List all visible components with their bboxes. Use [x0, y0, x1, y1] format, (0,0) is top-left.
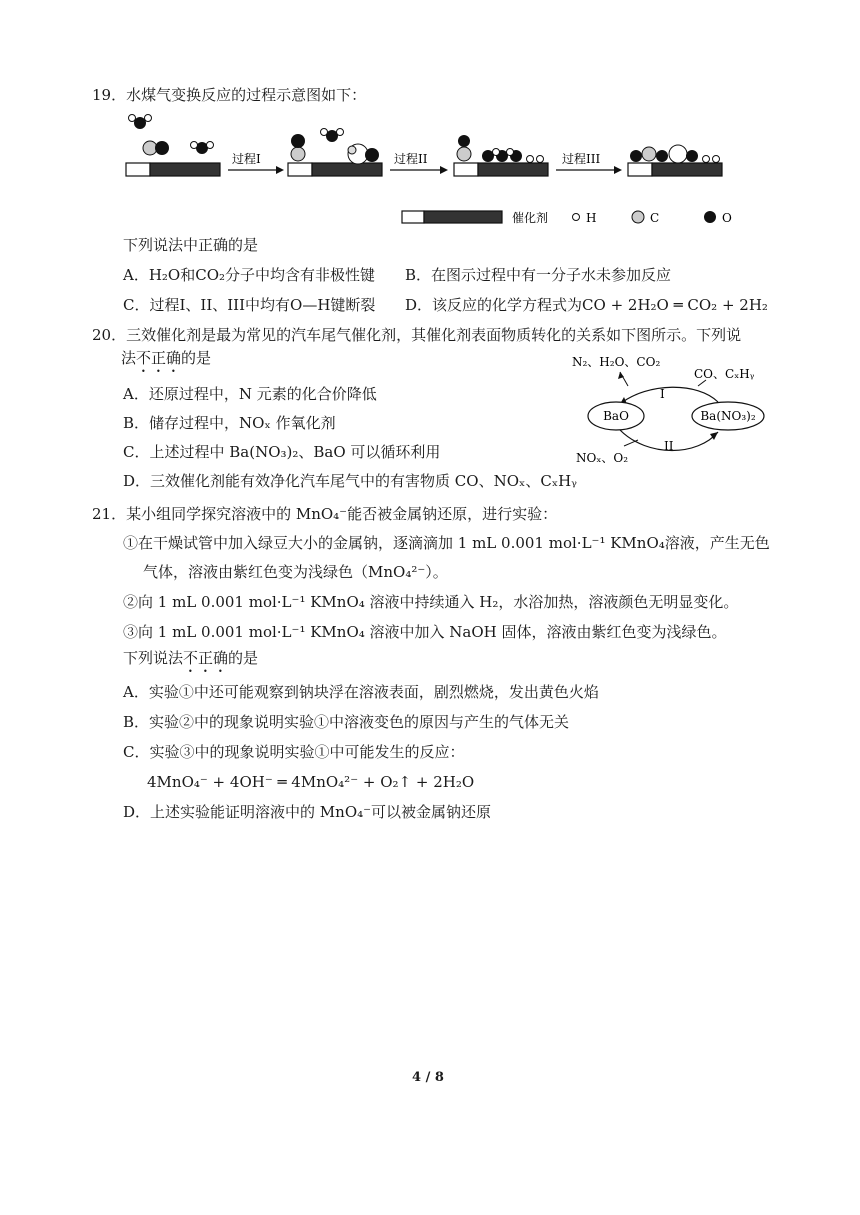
water-molecule-icon: [129, 115, 152, 130]
q21-option-a: A．实验①中还可能观察到钠块浮在溶液表面，剧烈燃烧，发出黄色火焰: [123, 683, 599, 701]
page-number: 4 / 8: [412, 1070, 444, 1085]
step2-label: 过程II: [394, 152, 428, 166]
q19-option-c: C．过程I、II、III中均有O—H键断裂: [123, 296, 376, 314]
q20-option-a: A．还原过程中，N 元素的化合价降低: [123, 385, 377, 403]
q20-option-d: D．三效催化剂能有效净化汽车尾气中的有害物质 CO、NOₓ、CₓHᵧ: [123, 472, 577, 490]
catalyst-surface-stage2: [454, 163, 548, 176]
q21-option-c-equation: 4MnO₄⁻ + 4OH⁻ ═ 4MnO₄²⁻ + O₂↑ + 2H₂O: [147, 773, 475, 791]
q19-option-d: D．该反应的化学方程式为CO + 2H₂O ═ CO₂ + 2H₂: [405, 296, 768, 314]
legend-h: H: [586, 211, 597, 225]
q21-option-d: D．上述实验能证明溶液中的 MnO₄⁻可以被金属钠还原: [123, 803, 492, 821]
diagram-reactants-bottom: NOₓ、O₂: [576, 451, 629, 465]
arc-label-bottom: II: [664, 439, 674, 453]
q19-stem: 19．水煤气变换反应的过程示意图如下：: [92, 86, 367, 104]
legend-c: C: [650, 211, 660, 225]
step1-label: 过程I: [232, 152, 261, 166]
right-node-label: Ba(NO₃)₂: [700, 409, 756, 423]
catalyst-legend-icon: [402, 211, 502, 223]
q21-exp1-line2: 气体，溶液由紫红色变为浅绿色（MnO₄²⁻）。: [143, 563, 448, 581]
left-node-label: BaO: [603, 409, 629, 423]
q21-stem: 21．某小组同学探究溶液中的 MnO₄⁻能否被金属钠还原，进行实验：: [92, 505, 558, 523]
q19-option-b: B．在图示过程中有一分子水未参加反应: [405, 266, 672, 284]
q21-exp3: ③向 1 mL 0.001 mol·L⁻¹ KMnO₄ 溶液中加入 NaOH 固体，溶液由紫红色变为浅绿色。: [123, 623, 727, 641]
catalyst-surface-stage1: [288, 163, 382, 176]
legend-o: O: [722, 211, 732, 225]
water-molecule-icon: [191, 142, 214, 155]
diagram-products: N₂、H₂O、CO₂: [572, 355, 661, 369]
co-molecule-icon: [143, 141, 169, 155]
q19-process-diagram: [120, 108, 760, 238]
diagram-reactants-top: CO、CₓHᵧ: [694, 367, 755, 381]
q20-option-b: B．储存过程中，NOₓ 作氧化剂: [123, 414, 336, 432]
carbon-atom-icon: [632, 211, 644, 223]
oxygen-atom-icon: [704, 211, 716, 223]
q21-option-b: B．实验②中的现象说明实验①中溶液变色的原因与产生的气体无关: [123, 713, 570, 731]
arc-label-top: I: [660, 387, 665, 401]
q21-exp1-line1: ①在干燥试管中加入绿豆大小的金属钠，逐滴滴加 1 mL 0.001 mol·L⁻¹ KMnO₄溶液，产生无色: [123, 534, 770, 552]
legend-catalyst: 催化剂: [512, 211, 549, 225]
q20-stem: 20．三效催化剂是最为常见的汽车尾气催化剂，其催化剂表面物质转化的关系如下图所示。下列说: [92, 326, 742, 344]
q21-exp2: ②向 1 mL 0.001 mol·L⁻¹ KMnO₄ 溶液中持续通入 H₂，水浴加热，溶液颜色无明显变化。: [123, 593, 739, 611]
q21-option-c: C．实验③中的现象说明实验①中可能发生的反应：: [123, 743, 465, 761]
step3-label: 过程III: [562, 152, 601, 166]
emphasis-not-correct: 不正确: [183, 649, 229, 667]
q20-stem-cont: 法不正确的是: [121, 349, 212, 367]
q19-ask: 下列说法中正确的是: [123, 236, 259, 254]
q19-option-a: A．H₂O和CO₂分子中均含有非极性键: [123, 266, 376, 284]
q21-ask: 下列说法不正确的是: [123, 649, 259, 667]
hydrogen-atom-icon: [573, 214, 580, 221]
q20-option-c: C．上述过程中 Ba(NO₃)₂、BaO 可以循环利用: [123, 443, 441, 461]
catalyst-surface-stage3: [628, 163, 722, 176]
emphasis-not-correct: 不正确: [136, 349, 182, 367]
catalyst-surface-stage0: [126, 163, 220, 176]
q20-cycle-diagram: [568, 346, 768, 474]
